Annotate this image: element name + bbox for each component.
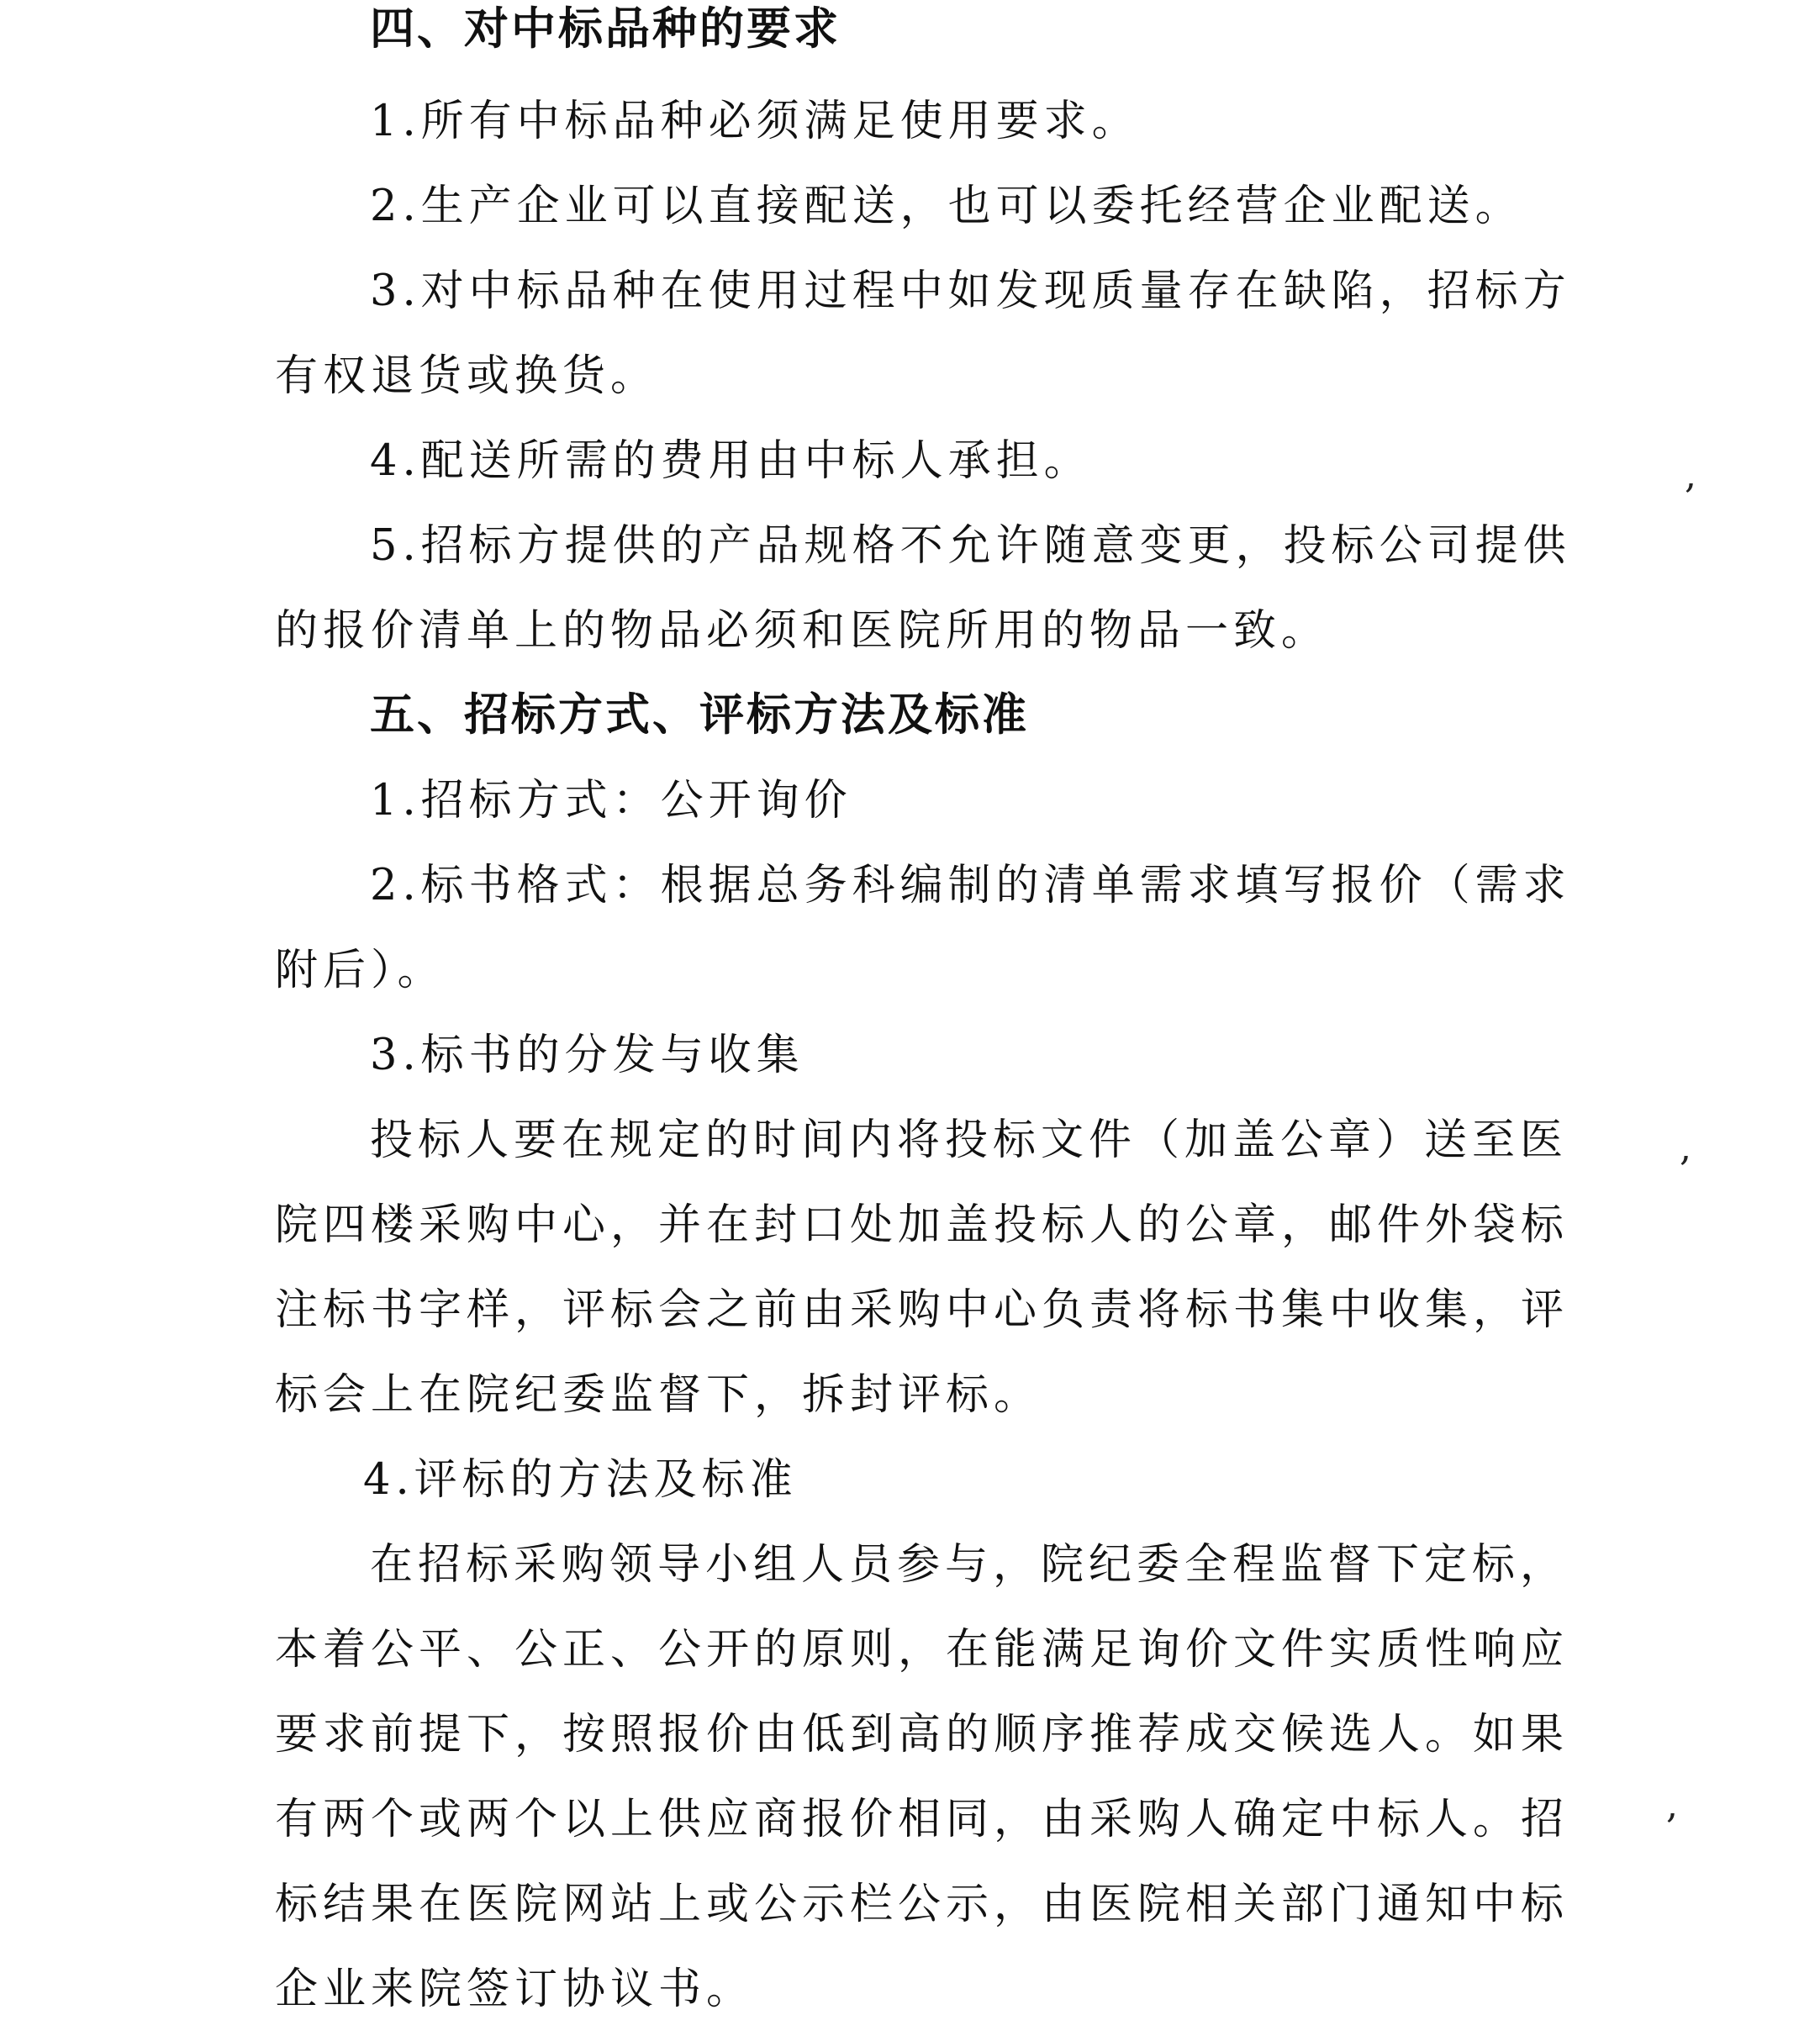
- section5-para4-line-5: 标结果在医院网站上或公示栏公示，由医院相关部门通知中标: [275, 1880, 1569, 1929]
- section5-para3-line-4: 标会上在院纪委监督下，拆封评标。: [275, 1370, 1042, 1420]
- section5-item-4: 4.评标的方法及标准: [363, 1455, 798, 1505]
- section5-item-3: 3.标书的分发与收集: [370, 1031, 804, 1080]
- section5-para3-line-1: 投标人要在规定的时间内将投标文件（加盖公章）送至医: [370, 1116, 1569, 1165]
- section-heading-5: 五、招标方式、评标方法及标准: [370, 689, 1029, 741]
- section4-item-3-line-2: 有权退货或换货。: [275, 351, 659, 401]
- section4-item-4: 4.配送所需的费用由中标人承担。: [370, 436, 1092, 486]
- section-heading-4: 四、对中标品种的要求: [370, 3, 841, 55]
- margin-mark: ,: [1666, 1784, 1678, 1827]
- section5-item-2-line-2: 附后）。: [275, 946, 446, 995]
- section5-para3-line-2: 院四楼采购中心，并在封口处加盖投标人的公章，邮件外袋标: [275, 1200, 1569, 1250]
- section5-para4-line-1: 在招标采购领导小组人员参与，院纪委全程监督下定标，: [370, 1540, 1569, 1590]
- section4-item-5-line-2: 的报价清单上的物品必须和医院所用的物品一致。: [275, 606, 1330, 656]
- section5-item-1: 1.招标方式：公开询价: [370, 776, 852, 826]
- margin-mark: ,: [1685, 454, 1696, 497]
- section5-para4-line-6: 企业来院签订协议书。: [275, 1965, 755, 2014]
- section4-item-1: 1.所有中标品种必须满足使用要求。: [370, 97, 1140, 146]
- section4-item-3-line-1: 3.对中标品种在使用过程中如发现质量存在缺陷，招标方: [370, 266, 1571, 316]
- margin-mark: ,: [1680, 1126, 1691, 1169]
- section5-para4-line-2: 本着公平、公正、公开的原则，在能满足询价文件实质性响应: [275, 1625, 1569, 1675]
- section5-item-2-line-1: 2.标书格式：根据总务科编制的清单需求填写报价（需求: [370, 861, 1571, 910]
- section5-para3-line-3: 注标书字样，评标会之前由采购中心负责将标书集中收集，评: [275, 1285, 1569, 1335]
- section5-para4-line-4: 有两个或两个以上供应商报价相同，由采购人确定中标人。招: [275, 1795, 1569, 1844]
- section4-item-2: 2.生产企业可以直接配送，也可以委托经营企业配送。: [370, 182, 1523, 231]
- section4-item-5-line-1: 5.招标方提供的产品规格不允许随意变更，投标公司提供: [370, 521, 1571, 571]
- section5-para4-line-3: 要求前提下，按照报价由低到高的顺序推荐成交候选人。如果: [275, 1710, 1569, 1759]
